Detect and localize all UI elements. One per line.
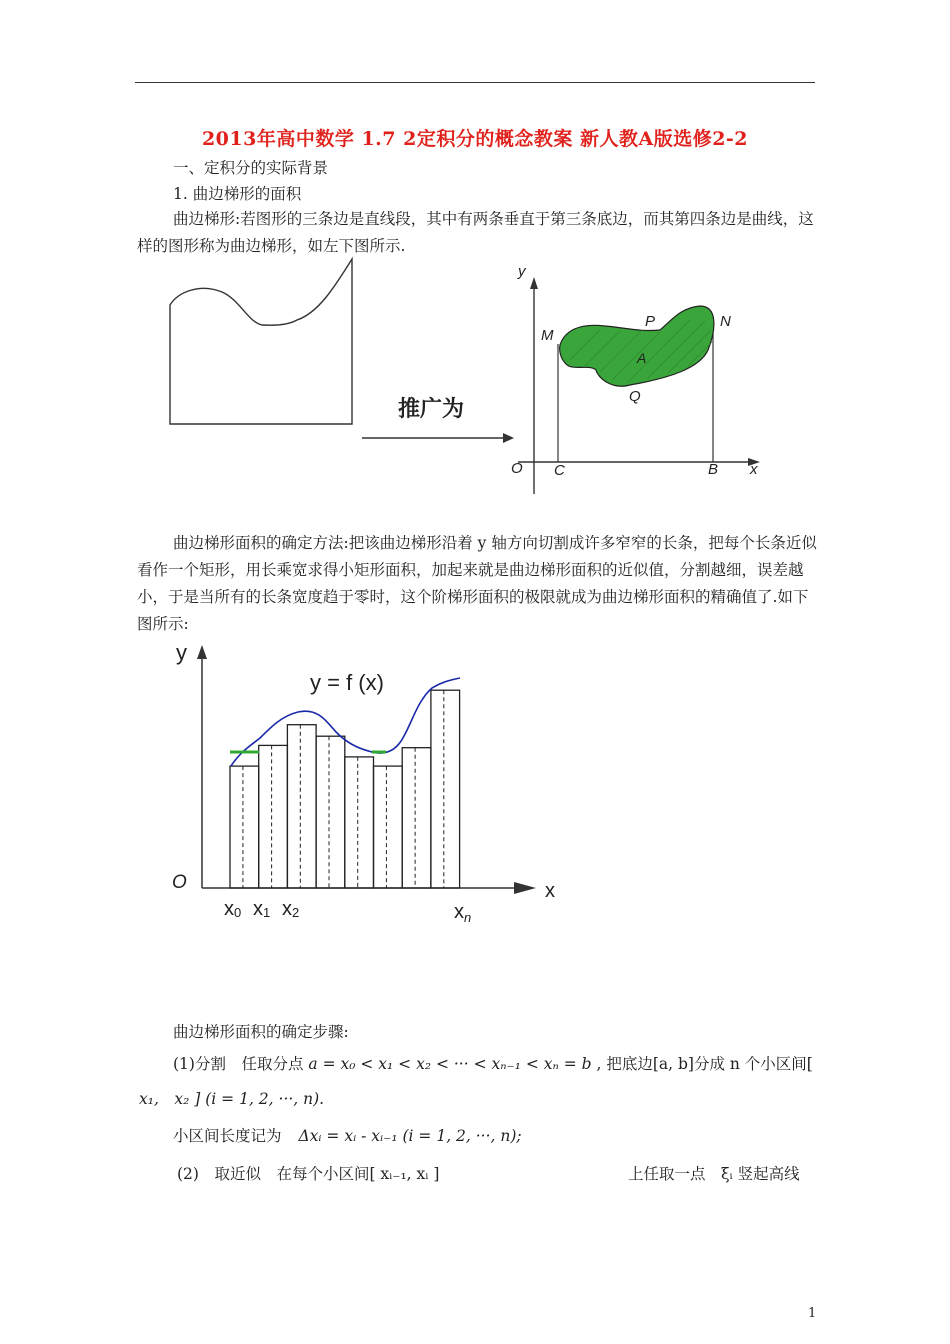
y-axis-arrow — [530, 277, 538, 289]
subsection-heading: 1. 曲边梯形的面积 — [173, 185, 302, 203]
arrow-label: 推广为 — [398, 396, 465, 421]
step1-tail: , 把底边[a, b]分成 n 个小区间[ — [596, 1055, 813, 1073]
header-rule — [135, 82, 815, 83]
method-paragraph: 曲边梯形面积的确定方法:把该曲边梯形沿着 y 轴方向切割成许多窄窄的长条，把每个长条近似看作一个矩形，用长乘宽求得小矩形面积，加起来就是曲边梯形面积的近似值，分割越细，误差越小，于是当所有的长条宽度趋于零时，这个阶梯形面积的极限就成为曲边梯形面积的精确值了.如下图所示: — [137, 534, 817, 633]
region-A — [560, 306, 714, 386]
riemann-bar-6 — [374, 766, 403, 888]
label-P: P — [645, 313, 656, 330]
figure-riemann-sum — [160, 630, 580, 930]
label-N: N — [720, 313, 731, 330]
riemann-bar-7 — [402, 748, 431, 888]
section-heading: 一、定积分的实际背景 — [173, 159, 329, 177]
fig2-origin-label: O — [172, 872, 187, 893]
riemann-bar-4 — [316, 736, 345, 888]
label-x: x — [750, 461, 758, 478]
tick-x2: x2 — [282, 898, 300, 920]
steps-title: 曲边梯形面积的确定步骤: — [173, 1023, 349, 1041]
label-O: O — [511, 460, 523, 477]
page-number: 1 — [808, 1306, 817, 1321]
interval-length-label: 小区间长度记为 — [173, 1127, 282, 1145]
label-B: B — [708, 461, 719, 478]
step1-head: (1)分割 任取分点 — [173, 1055, 304, 1073]
fig2-function-label: y = f (x) — [310, 670, 384, 695]
page-title: 2013年高中数学 1.7 2定积分的概念教案 新人教A版选修2-2 — [201, 128, 749, 150]
riemann-bar-2 — [259, 745, 288, 888]
riemann-bar-5 — [345, 757, 374, 888]
step1-formula: a = x₀ < x₁ < x₂ < ··· < xₙ₋₁ < xₙ = b — [308, 1055, 592, 1073]
riemann-bar-1 — [230, 766, 259, 888]
tick-x0: x0 — [224, 898, 242, 920]
tick-xn: $x_n$ — [454, 901, 472, 925]
riemann-bar-8 — [431, 690, 460, 888]
interval-length-formula: Δxᵢ = xᵢ - xᵢ₋₁ (i = 1, 2, ···, n); — [298, 1127, 522, 1145]
step2-right: 上任取一点 ξᵢ 竖起高线 — [628, 1165, 800, 1183]
step1-line — [173, 1052, 813, 1076]
figure-curved-trapezoid — [160, 250, 780, 500]
label-Q: Q — [629, 388, 641, 405]
label-M: M — [541, 327, 554, 344]
step1-continuation: x₁, x₂ ] (i = 1, 2, ···, n). — [139, 1090, 325, 1108]
interval-length-line — [173, 1124, 522, 1148]
fig2-y-label: y — [176, 640, 187, 665]
curved-trapezoid-shape — [170, 259, 352, 424]
tick-x1: x1 — [253, 898, 271, 920]
arrow-head — [503, 433, 514, 443]
fig2-x-arrow — [514, 882, 536, 894]
fig2-y-arrow — [197, 645, 207, 659]
label-A: A — [637, 350, 647, 366]
step2-left: (2) 取近似 在每个小区间[ xᵢ₋₁, xᵢ ] — [177, 1165, 440, 1183]
label-y: y — [518, 263, 526, 280]
fig2-x-label: x — [545, 880, 555, 902]
label-C: C — [554, 462, 565, 479]
riemann-bar-3 — [287, 725, 316, 888]
definition-paragraph: 曲边梯形:若图形的三条边是直线段，其中有两条垂直于第三条底边，而其第四条边是曲线，这样的图形称为曲边梯形，如左下图所示. — [137, 210, 814, 255]
